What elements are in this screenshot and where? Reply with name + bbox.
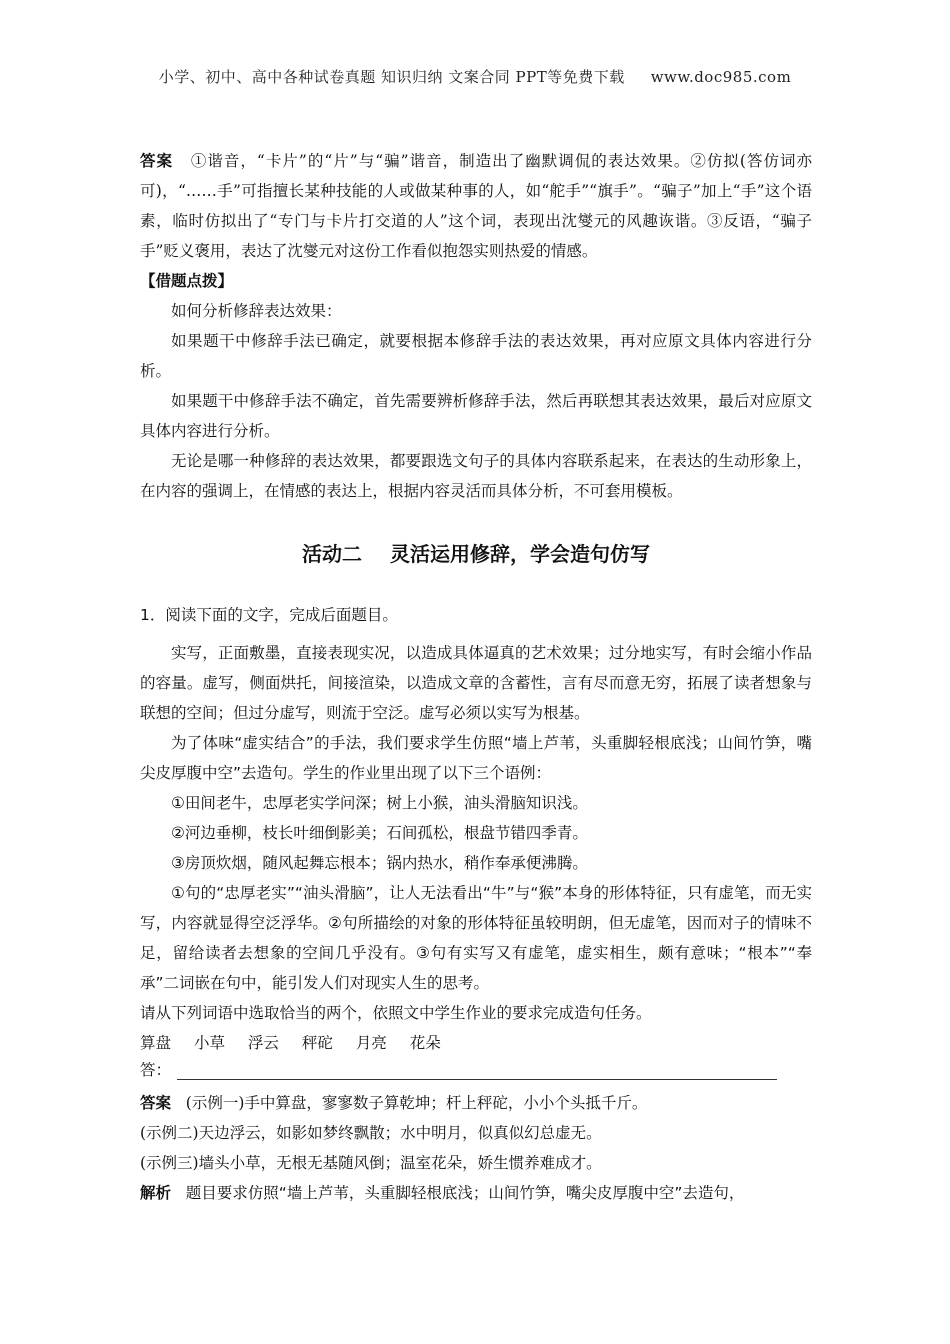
word-option: 花朵 [409, 1034, 441, 1052]
answer-1-text: ①谐音，“卡片”的“片”与“骗”谐音，制造出了幽默调侃的表达效果。②仿拟(答仿词亦可)，“……手”可指擅长某种技能的人或做某种事的人，如“舵手”“旗手”。“骗子”加上“手”这个语素，临时仿拟出了“专门与卡片打交道的人”这个词，表现出沈燮元的风趣诙谐。③反语，“骗子手”贬义褒用，表达了沈燮元对这份工作看似抱怨实则热爱的情感。 [140, 152, 812, 260]
answer-label: 答案 [140, 1094, 172, 1112]
answer-1 [140, 146, 812, 266]
word-option: 月亮 [355, 1034, 387, 1052]
question-stem: 1．阅读下面的文字，完成后面题目。 [140, 606, 398, 624]
answer-blank[interactable] [177, 1061, 777, 1080]
answer-line [140, 1058, 812, 1080]
example-sentence: ②河边垂柳，枝长叶细倒影美；石间孤松，根盘节错四季青。 [171, 824, 588, 842]
word-option: 小草 [193, 1034, 225, 1052]
example-sentence: ①田间老牛，忠厚老实学问深；树上小猴，油头滑脑知识浅。 [171, 794, 588, 812]
tips-paragraph: 如何分析修辞表达效果： [171, 302, 342, 320]
question-paragraph: ①句的“忠厚老实”“油头滑脑”，让人无法看出“牛”与“猴”本身的形体特征，只有虚笔，而无实写，内容就显得空泛浮华。②句所描绘的对象的形体特征虽较明朗，但无虚笔，因而对子的情味不足，留给读者去想象的空间几乎没有。③句有实写又有虚笔，虚实相生，颇有意味；“根本”“奉承”二词嵌在句中，能引发人们对现实人生的思考。 [140, 884, 812, 992]
page-header [0, 66, 950, 87]
task-text: 请从下列词语中选取恰当的两个，依照文中学生作业的要求完成造句任务。 [140, 1004, 652, 1022]
section-title-b: 灵活运用修辞，学会造句仿写 [390, 542, 650, 566]
tips-heading: 【借题点拨】 [140, 272, 234, 290]
question-paragraph: 实写，正面敷墨，直接表现实况，以造成具体逼真的艺术效果；过分地实写，有时会缩小作品的容量。虚写，侧面烘托，间接渲染，以造成文章的含蓄性，言有尽而意无穷，拓展了读者想象与联想的空间；但过分虚写，则流于空泛。虚写必须以实写为根基。 [140, 644, 812, 722]
question-paragraph: 为了体味“虚实结合”的手法，我们要求学生仿照“墙上芦苇，头重脚轻根底浅；山间竹笋，嘴尖皮厚腹中空”去造句。学生的作业里出现了以下三个语例： [140, 734, 812, 782]
tips-paragraph: 如果题干中修辞手法已确定，就要根据本修辞手法的表达效果，再对应原文具体内容进行分析。 [140, 332, 812, 380]
tips-paragraph: 无论是哪一种修辞的表达效果，都要跟选文句子的具体内容联系起来，在表达的生动形象上，在内容的强调上，在情感的表达上，根据内容灵活而具体分析，不可套用模板。 [140, 452, 812, 500]
word-option: 秤砣 [301, 1034, 333, 1052]
header-text: 小学、初中、高中各种试卷真题 知识归纳 文案合同 PPT等免费下载 [158, 68, 625, 86]
header-site: www.doc985.com [650, 68, 792, 86]
analysis [140, 1178, 812, 1208]
example-sentence: ③房顶炊烟，随风起舞忘根本；锅内热水，稍作奉承便沸腾。 [171, 854, 588, 872]
section-title [140, 534, 812, 574]
answer-2 [140, 1088, 812, 1118]
word-option: 算盘 [140, 1034, 172, 1052]
analysis-label: 解析 [140, 1184, 172, 1202]
section-title-a: 活动二 [302, 542, 362, 566]
analysis-text: 题目要求仿照“墙上芦苇，头重脚轻根底浅；山间竹笋，嘴尖皮厚腹中空”去造句， [185, 1184, 745, 1202]
answer-example: (示例一)手中算盘，寥寥数子算乾坤；杆上秤砣，小小个头抵千斤。 [185, 1094, 648, 1112]
answer-example: (示例二)天边浮云，如影如梦终飘散；水中明月，似真似幻总虚无。 [140, 1124, 602, 1142]
word-options [140, 1028, 812, 1058]
tips-paragraph: 如果题干中修辞手法不确定，首先需要辨析修辞手法，然后再联想其表达效果，最后对应原文具体内容进行分析。 [140, 392, 812, 440]
answer-prompt: 答： [140, 1061, 172, 1079]
answer-example: (示例三)墙头小草，无根无基随风倒；温室花朵，娇生惯养难成才。 [140, 1154, 602, 1172]
answer-label: 答案 [140, 152, 174, 170]
word-option: 浮云 [247, 1034, 279, 1052]
document-body [140, 146, 812, 1208]
